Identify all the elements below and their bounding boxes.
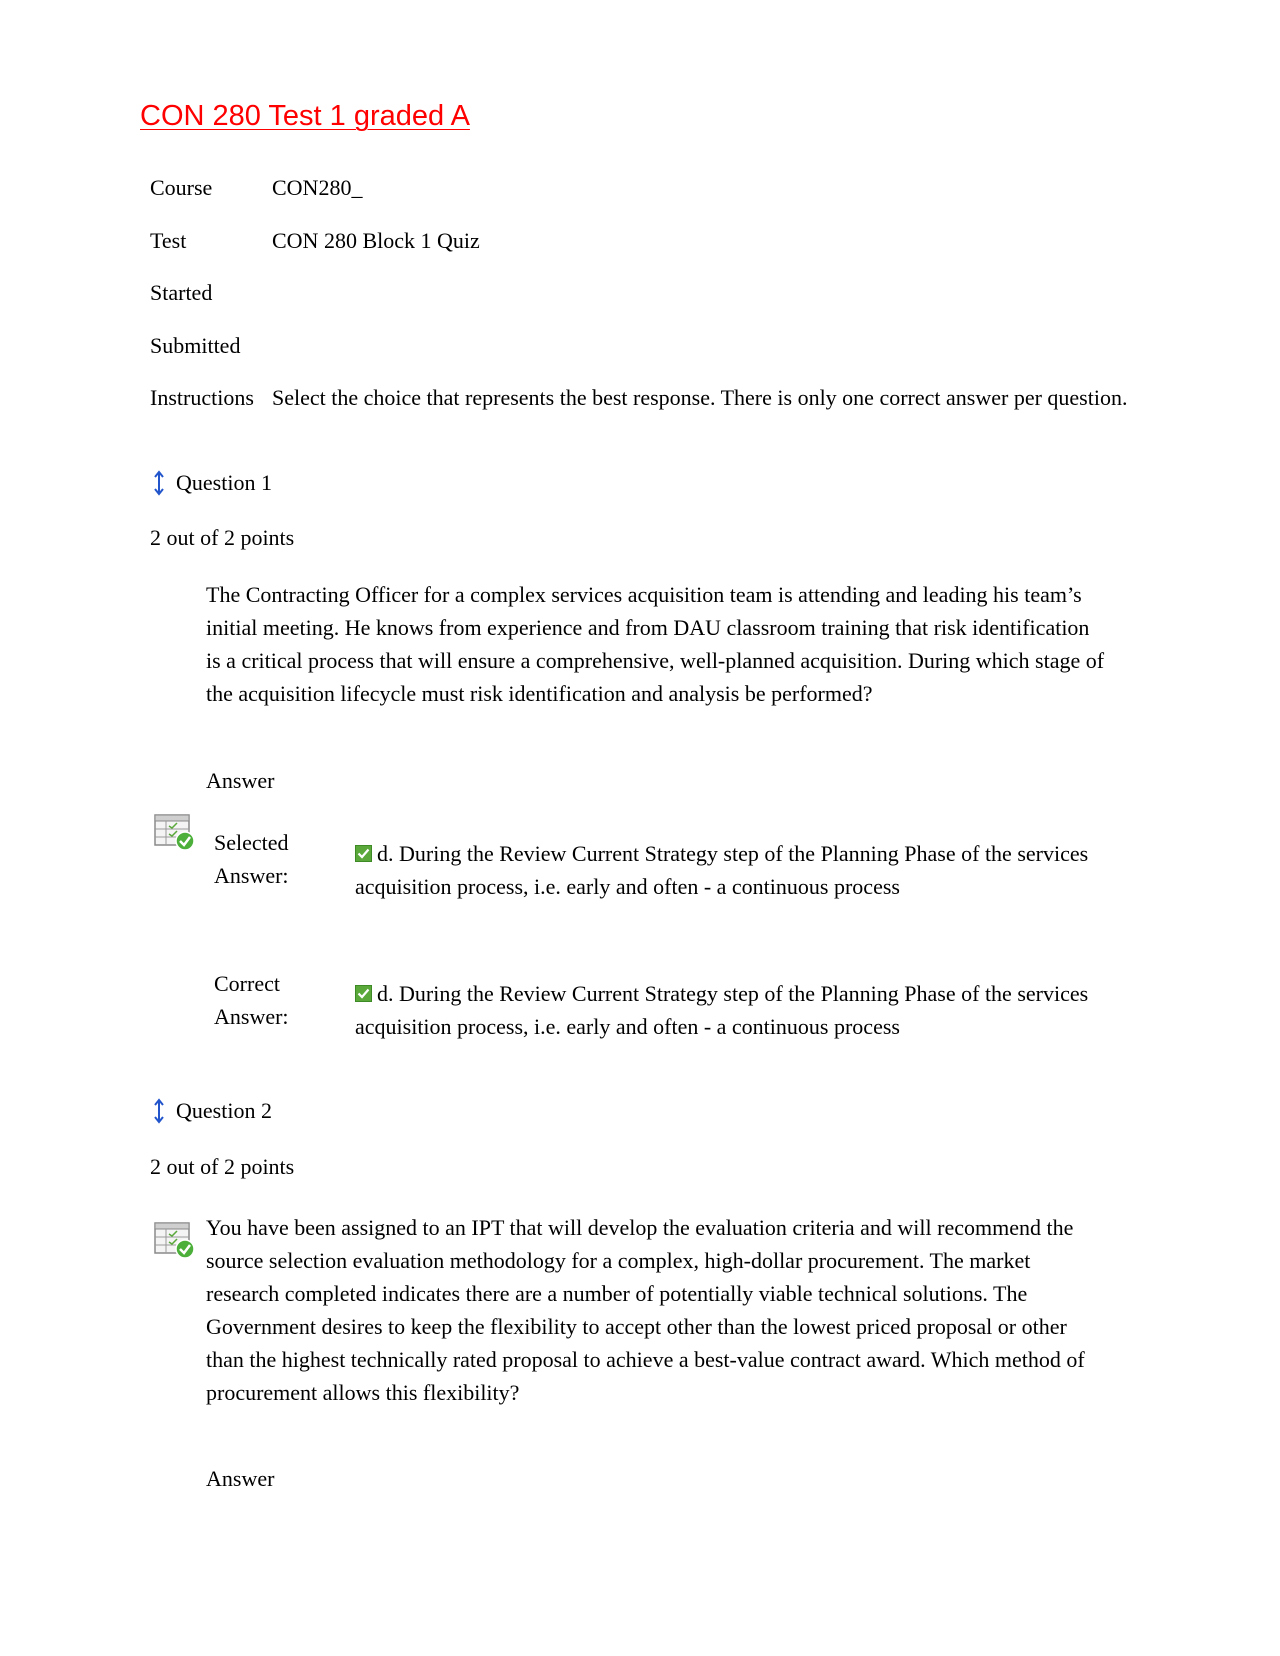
question-1-title: Question 1 bbox=[176, 470, 272, 495]
instructions-value: Select the choice that represents the best response. There is only one correct answer per question. bbox=[272, 385, 1128, 410]
selected-answer-label: Selected Answer: bbox=[214, 830, 289, 888]
graded-correct-icon bbox=[154, 813, 196, 851]
question-1-heading bbox=[150, 466, 272, 499]
question-1-answer-label: Answer bbox=[206, 768, 275, 793]
submitted-label: Submitted bbox=[150, 333, 241, 358]
started-label: Started bbox=[150, 280, 213, 305]
test-label: Test bbox=[150, 228, 187, 253]
correct-answer-label: Correct Answer: bbox=[214, 971, 289, 1029]
question-1-points: 2 out of 2 points bbox=[150, 525, 295, 550]
question-1-text: The Contracting Officer for a complex services acquisition team is attending and leading his team’s initial meeting. He knows from experience and from DAU classroom training that risk identification is a critical process that will ensure a comprehensive, well-planned acquisition. During which stage of the acquisition lifecycle must risk identification and analysis be performed? bbox=[206, 582, 1105, 706]
question-2-title: Question 2 bbox=[176, 1098, 272, 1123]
graded-correct-icon bbox=[154, 1221, 196, 1259]
course-label: Course bbox=[150, 175, 213, 200]
course-value: CON280_ bbox=[272, 175, 363, 200]
correct-answer-text: d. During the Review Current Strategy step of the Planning Phase of the services acquisition process, i.e. early and often - a continuous process bbox=[355, 981, 1089, 1039]
move-vertical-icon[interactable] bbox=[150, 1097, 168, 1125]
question-2-points: 2 out of 2 points bbox=[150, 1154, 295, 1179]
instructions-label: Instructions bbox=[150, 385, 254, 410]
move-vertical-icon[interactable] bbox=[150, 469, 168, 497]
test-value: CON 280 Block 1 Quiz bbox=[272, 228, 480, 253]
question-2-heading bbox=[150, 1094, 272, 1127]
selected-answer-text: d. During the Review Current Strategy step of the Planning Phase of the services acquisition process, i.e. early and often - a continuous process bbox=[355, 841, 1089, 899]
question-2-text: You have been assigned to an IPT that will develop the evaluation criteria and will recommend the source selection evaluation methodology for a complex, high-dollar procurement. The market research completed indicates there are a number of potentially viable technical solutions. The Government desires to keep the flexibility to accept other than the lowest priced proposal or other than the highest technically rated proposal to achieve a best-value contract award. Which method of procurement allows this flexibility? bbox=[206, 1215, 1085, 1405]
correct-answer-value bbox=[355, 977, 1095, 1043]
question-2-answer-label: Answer bbox=[206, 1466, 275, 1491]
selected-answer-value bbox=[355, 837, 1095, 903]
document-title[interactable]: CON 280 Test 1 graded A bbox=[140, 100, 470, 132]
checkmark-icon bbox=[355, 845, 372, 862]
checkmark-icon bbox=[355, 985, 372, 1002]
